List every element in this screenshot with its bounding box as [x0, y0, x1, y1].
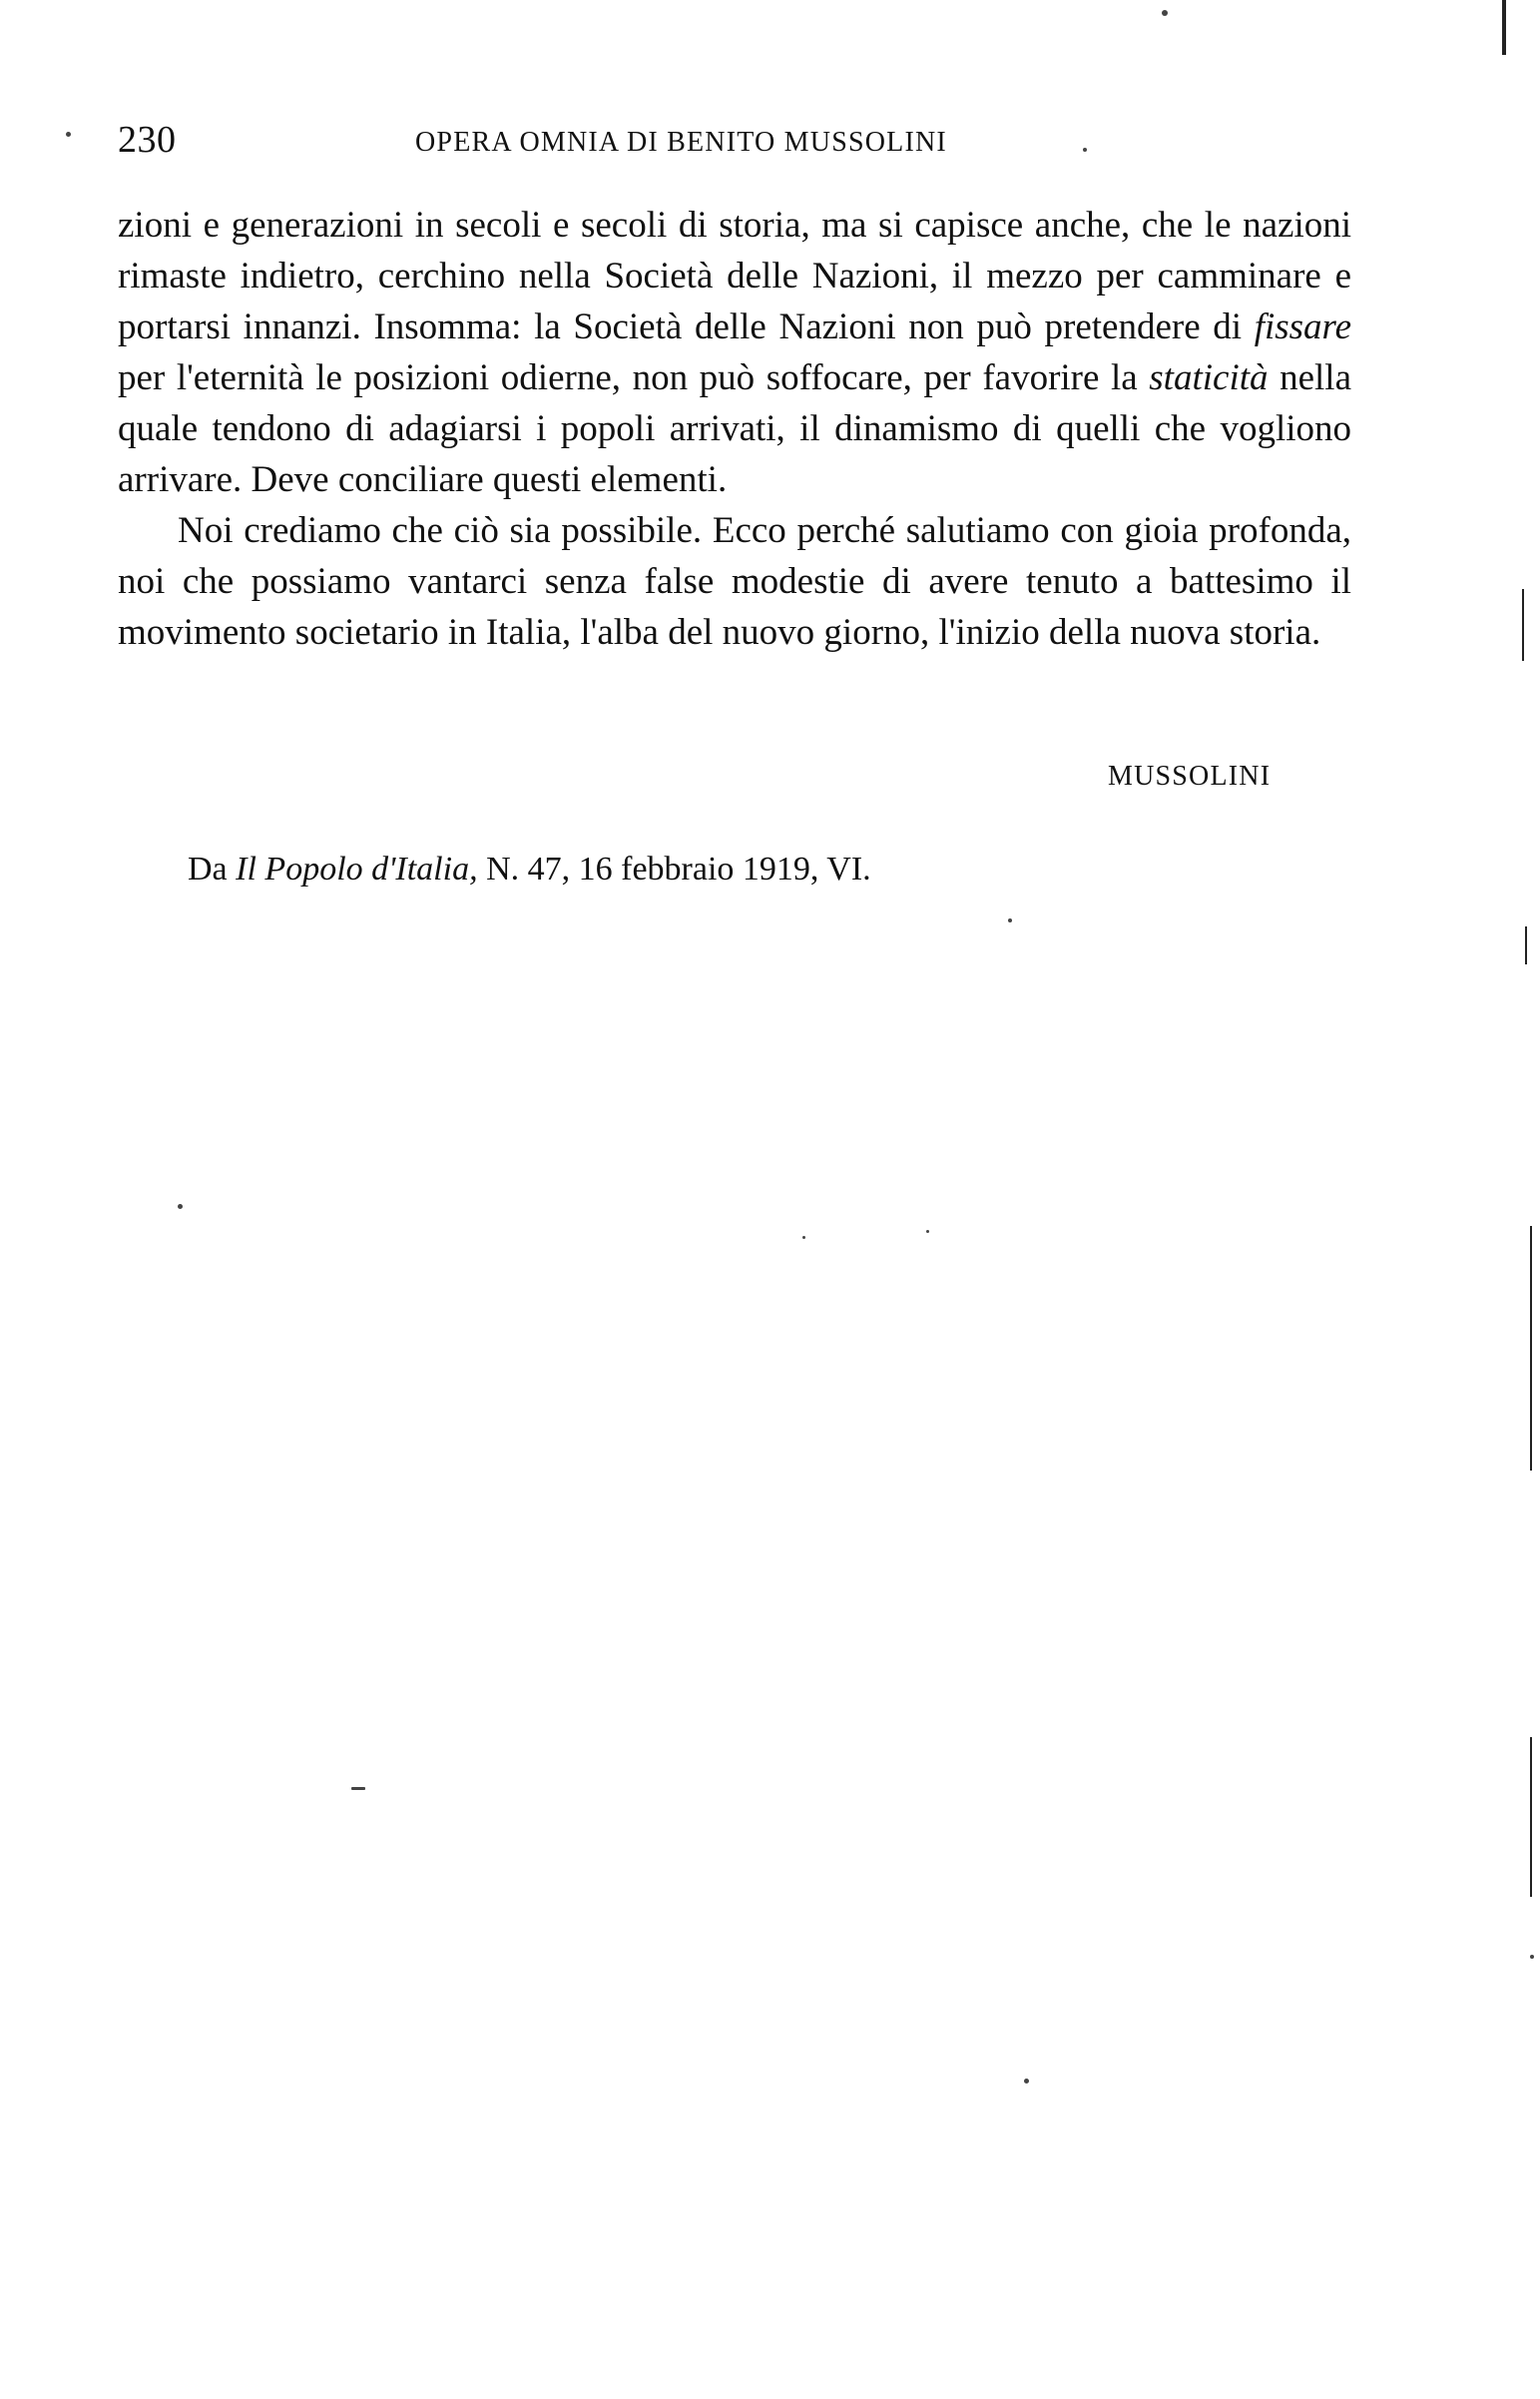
scan-speck: [1008, 918, 1012, 922]
body-text: [118, 200, 1351, 658]
paragraph-2: Noi crediamo che ciò sia possibile. Ecco perché salutiamo con gioia profonda, noi che possiamo vantarci senza false modestie di avere tenuto a battesimo il movimento societario in Italia, l'alba del nuovo giorno, l'inizio della nuova storia.: [118, 510, 1351, 653]
scan-edge-mark: [1525, 926, 1527, 964]
paragraph-1-text-a: zioni e generazioni in secoli e secoli di storia, ma si capisce anche, che le nazioni rimaste indietro, cerchino nella Società delle Nazioni, il mezzo per camminare e portarsi innanzi. Insomma: la Società delle Nazioni non può pretendere di: [118, 205, 1351, 347]
italic-fissare: fissare: [1254, 306, 1351, 347]
scan-speck: [351, 1787, 365, 1790]
source-details: N. 47, 16 febbraio 1919, VI.: [477, 851, 871, 888]
running-head: [118, 118, 1116, 168]
scan-speck: [1083, 148, 1087, 152]
page-number: 230: [118, 119, 177, 161]
source-prefix: Da: [188, 851, 237, 888]
scan-speck: [926, 1230, 929, 1233]
paragraph-1: [118, 200, 1351, 505]
scan-speck: [66, 132, 71, 137]
source-note: [188, 851, 871, 889]
scan-edge-mark: [1530, 1737, 1532, 1897]
scan-edge-mark: [1530, 1226, 1532, 1471]
scan-edge-mark: [1502, 0, 1506, 55]
scan-edge-mark: [1522, 589, 1524, 661]
paragraph-1-text-c: nella quale tendono di adagiarsi i popoli arrivati, il dinamismo di quelli che vogliono arrivare. Deve conciliare questi elementi.: [118, 357, 1351, 500]
source-newspaper-title: Il Popolo d'Italia,: [236, 851, 478, 888]
italic-staticita: staticità: [1149, 357, 1269, 398]
scan-speck: [802, 1236, 805, 1239]
running-head-title: OPERA OMNIA DI BENITO MUSSOLINI: [415, 127, 947, 158]
scan-speck: [1024, 2079, 1029, 2084]
scan-speck: [178, 1204, 183, 1209]
signature: MUSSOLINI: [1108, 761, 1272, 792]
paragraph-1-text-b: per l'eternità le posizioni odierne, non può soffocare, per favorire la: [118, 357, 1150, 398]
scan-speck: [1530, 1955, 1534, 1959]
scan-speck: [1162, 10, 1168, 16]
